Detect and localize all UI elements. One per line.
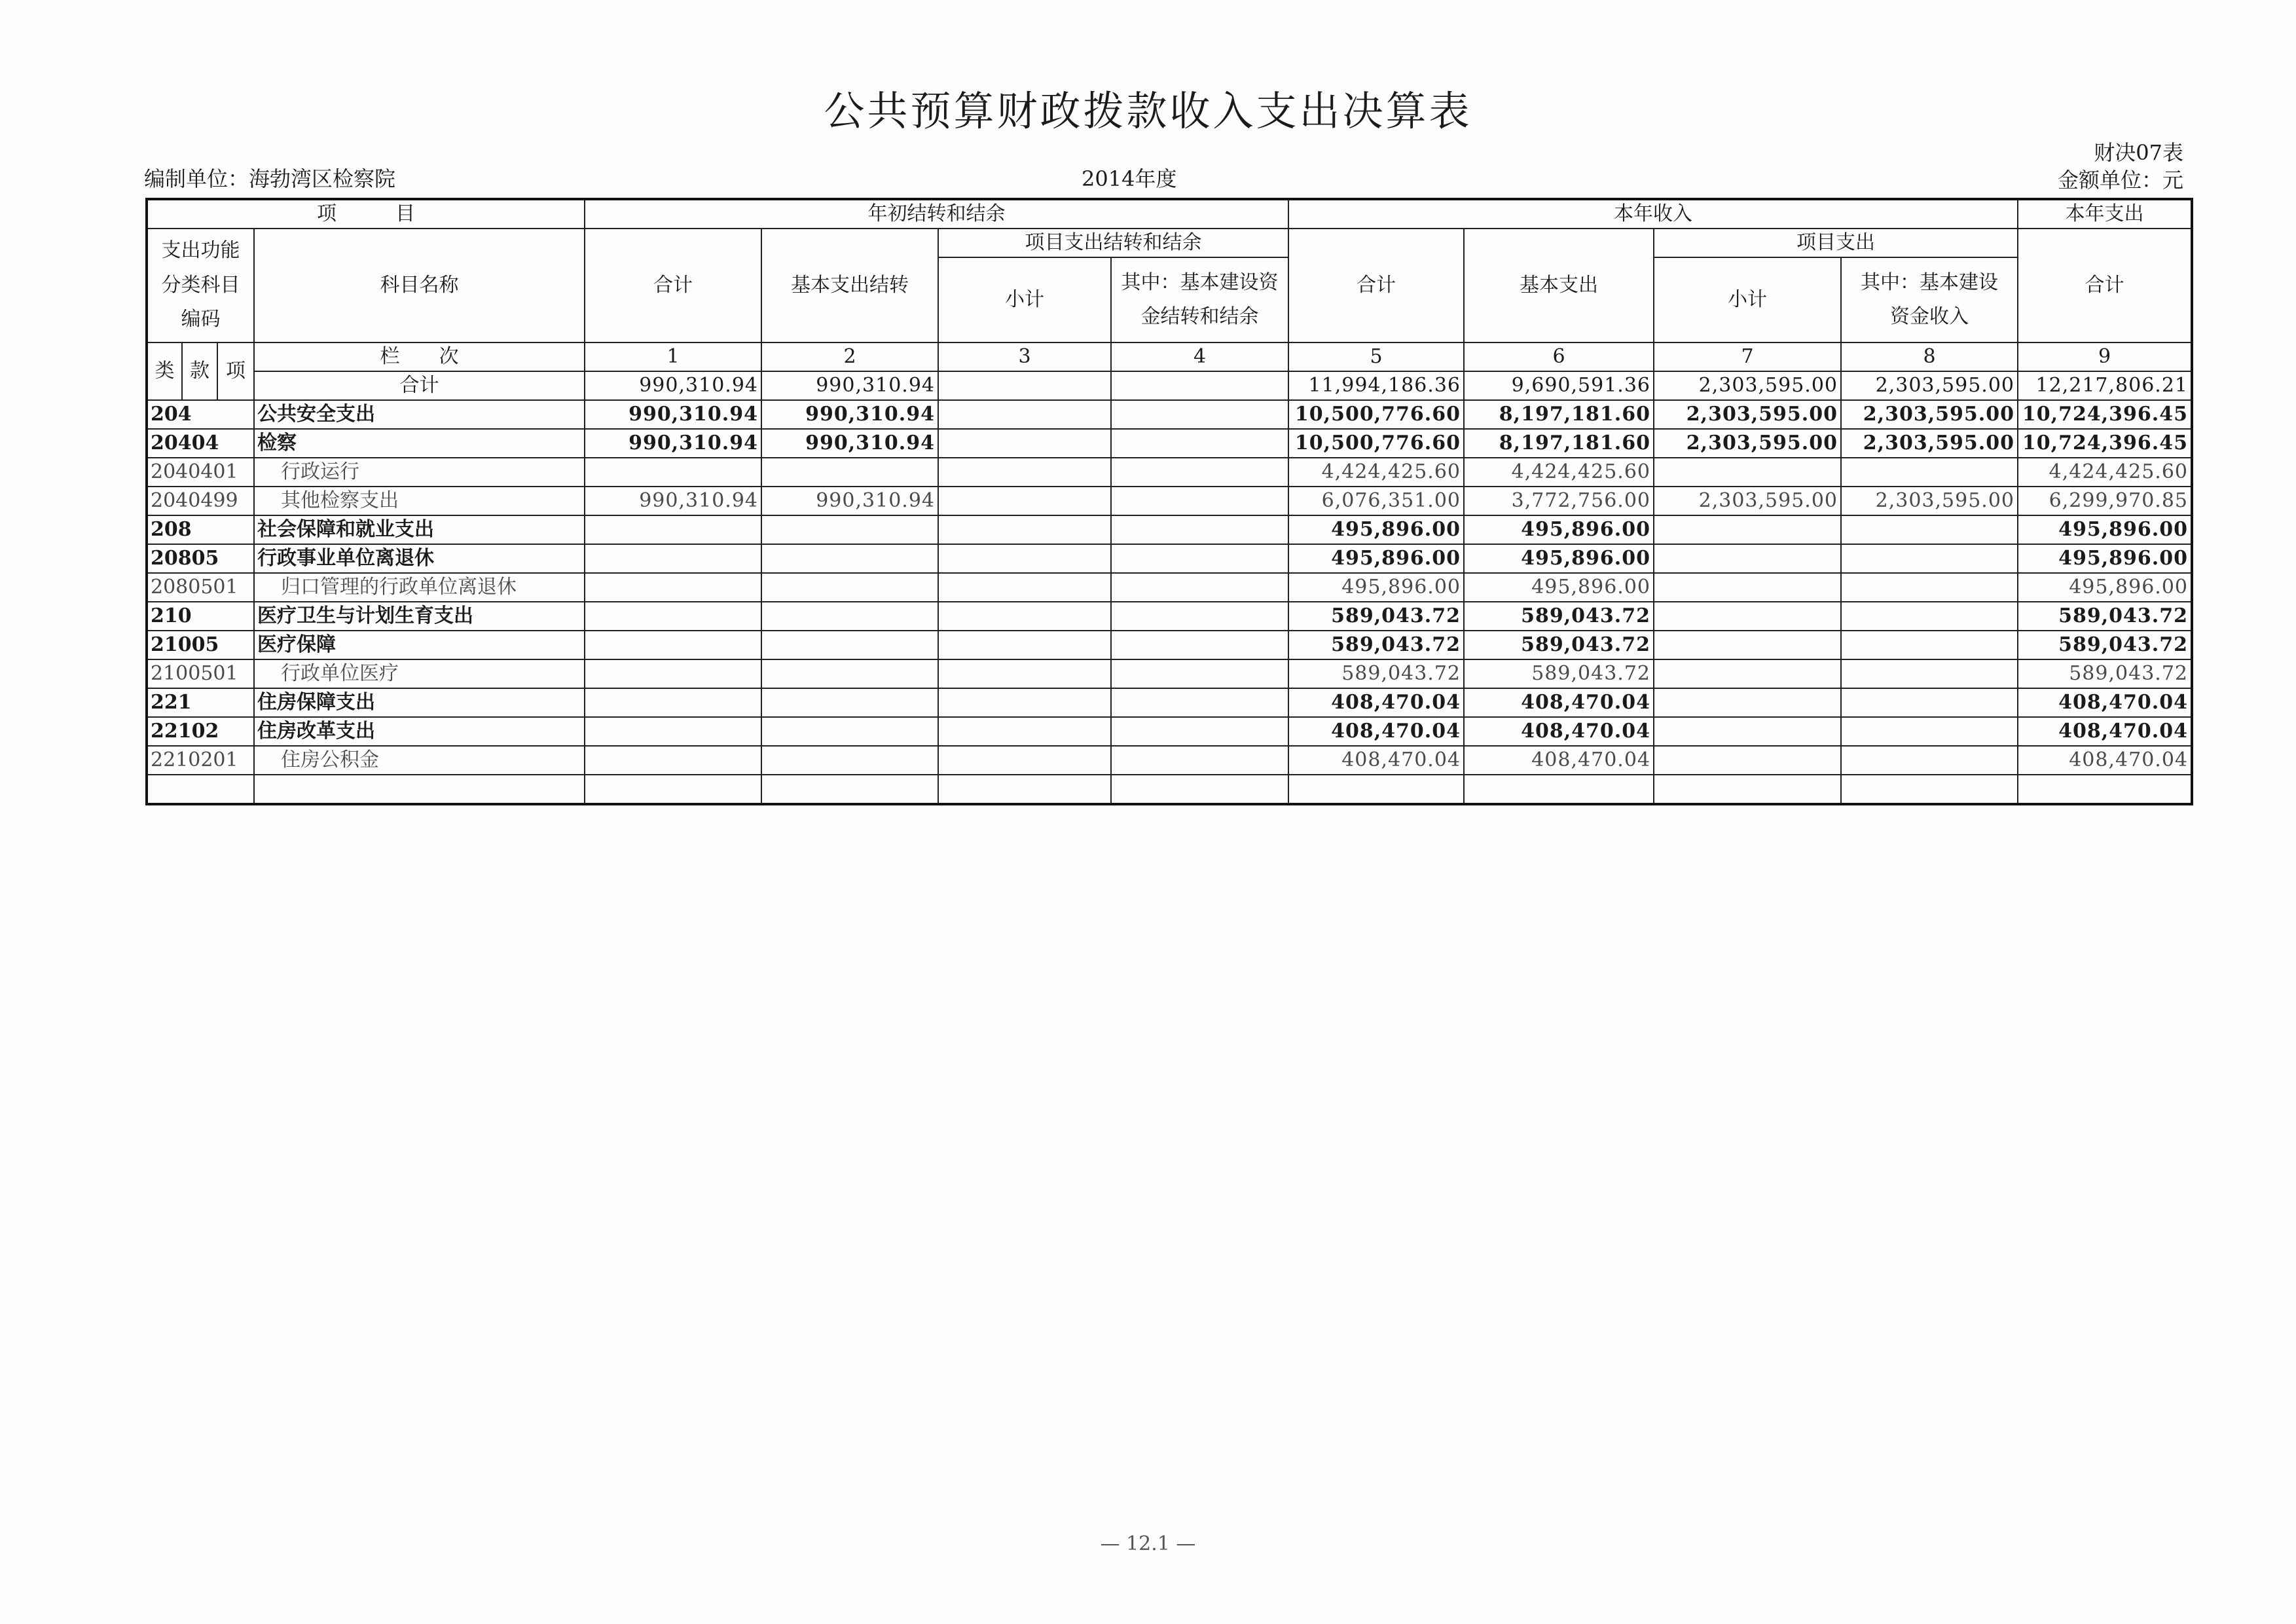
table-row [147,602,2192,631]
value-col-6: 495,896.00 [1464,544,1654,573]
value-col-4 [1111,400,1288,429]
value-col-3 [938,400,1111,429]
value-col-1: 990,310.94 [585,487,761,515]
value-col-4 [1111,487,1288,515]
value-col-6: 4,424,425.60 [1464,458,1654,487]
value-col-5: 589,043.72 [1288,659,1464,688]
value-col-3 [938,775,1111,804]
value-col-2: 990,310.94 [761,487,938,515]
budget-table [145,198,2193,805]
value-col-3 [938,515,1111,544]
value-col-5: 495,896.00 [1288,515,1464,544]
value-col-4 [1111,371,1288,400]
header-opening-balance: 年初结转和结余 [585,199,1288,229]
row-code: 208 [147,515,254,544]
row-code: 210 [147,602,254,631]
header-capital-income: 其中：基本建设资金收入 [1841,257,2018,342]
value-col-8 [1841,688,2018,717]
value-col-3 [938,458,1111,487]
value-col-2 [761,544,938,573]
value-col-1 [585,573,761,602]
value-col-8 [1841,544,2018,573]
value-col-8: 2,303,595.00 [1841,371,2018,400]
table-row [147,775,2192,804]
value-col-2: 990,310.94 [761,400,938,429]
row-code: 20404 [147,429,254,458]
column-number: 7 [1654,342,1841,371]
row-code: 2210201 [147,746,254,775]
value-col-3 [938,429,1111,458]
value-col-6: 589,043.72 [1464,659,1654,688]
header-basic-expense: 基本支出 [1464,229,1654,342]
row-code [147,775,254,804]
table-row [147,544,2192,573]
value-col-8: 2,303,595.00 [1841,429,2018,458]
column-number: 4 [1111,342,1288,371]
value-col-6: 9,690,591.36 [1464,371,1654,400]
value-col-7: 2,303,595.00 [1654,371,1841,400]
table-row [147,400,2192,429]
value-col-2 [761,602,938,631]
value-col-2 [761,746,938,775]
row-name: 社会保障和就业支出 [254,515,585,544]
fiscal-year: 2014年度 [1082,166,1177,191]
row-name: 合计 [254,371,585,400]
compiling-unit: 编制单位：海勃湾区检察院 [144,166,396,191]
value-col-3 [938,602,1111,631]
row-name: 医疗保障 [254,631,585,659]
value-col-2 [761,458,938,487]
value-col-9: 10,724,396.45 [2018,429,2192,458]
header-project-expense: 项目支出 [1654,229,2018,257]
amount-unit: 金额单位：元 [2057,168,2183,193]
row-name: 其他检察支出 [254,487,585,515]
row-name: 医疗卫生与计划生育支出 [254,602,585,631]
header-subject-name: 科目名称 [254,229,585,342]
row-name: 检察 [254,429,585,458]
header-carry-subtotal: 小计 [938,257,1111,342]
header-income-total: 合计 [1288,229,1464,342]
row-code: 2040401 [147,458,254,487]
form-code: 财决07表 [2094,140,2183,165]
value-col-6: 495,896.00 [1464,515,1654,544]
value-col-5: 4,424,425.60 [1288,458,1464,487]
value-col-4 [1111,573,1288,602]
value-col-2 [761,688,938,717]
value-col-8: 2,303,595.00 [1841,400,2018,429]
value-col-6 [1464,775,1654,804]
value-col-7 [1654,659,1841,688]
value-col-6: 8,197,181.60 [1464,429,1654,458]
value-col-8 [1841,573,2018,602]
table-row [147,515,2192,544]
page-number: — 12.1 — [1100,1532,1196,1555]
value-col-2: 990,310.94 [761,429,938,458]
value-col-9: 495,896.00 [2018,573,2192,602]
value-col-3 [938,573,1111,602]
value-col-7 [1654,688,1841,717]
value-col-9: 589,043.72 [2018,659,2192,688]
value-col-3 [938,487,1111,515]
row-name: 公共安全支出 [254,400,585,429]
value-col-2 [761,717,938,746]
value-col-6: 3,772,756.00 [1464,487,1654,515]
value-col-2 [761,515,938,544]
table-row [147,746,2192,775]
value-col-2: 990,310.94 [761,371,938,400]
header-current-expense: 本年支出 [2018,199,2192,229]
value-col-7 [1654,717,1841,746]
value-col-3 [938,746,1111,775]
value-col-5: 408,470.04 [1288,717,1464,746]
value-col-7 [1654,515,1841,544]
value-col-2 [761,573,938,602]
table-row [147,429,2192,458]
value-col-1 [585,544,761,573]
value-col-7: 2,303,595.00 [1654,400,1841,429]
header-entry: 项 [217,342,254,400]
value-col-3 [938,688,1111,717]
table-row [147,487,2192,515]
header-row-2 [147,229,2192,257]
value-col-4 [1111,544,1288,573]
value-col-1: 990,310.94 [585,400,761,429]
value-col-9: 408,470.04 [2018,746,2192,775]
value-col-6: 589,043.72 [1464,631,1654,659]
column-number: 1 [585,342,761,371]
value-col-4 [1111,429,1288,458]
value-col-6: 495,896.00 [1464,573,1654,602]
table-row [147,573,2192,602]
value-col-1 [585,515,761,544]
row-code: 21005 [147,631,254,659]
header-row-colnums [147,342,2192,371]
value-col-9: 408,470.04 [2018,688,2192,717]
value-col-6: 408,470.04 [1464,688,1654,717]
value-col-5: 408,470.04 [1288,746,1464,775]
value-col-2 [761,631,938,659]
table-row [147,688,2192,717]
column-number: 3 [938,342,1111,371]
value-col-4 [1111,602,1288,631]
value-col-1 [585,775,761,804]
value-col-4 [1111,659,1288,688]
column-number: 9 [2018,342,2192,371]
header-basic-carry: 基本支出结转 [761,229,938,342]
value-col-1 [585,631,761,659]
value-col-9: 12,217,806.21 [2018,371,2192,400]
value-col-4 [1111,688,1288,717]
value-col-9: 589,043.72 [2018,602,2192,631]
value-col-5: 11,994,186.36 [1288,371,1464,400]
column-number: 5 [1288,342,1464,371]
value-col-8 [1841,602,2018,631]
row-code: 20805 [147,544,254,573]
value-col-2 [761,775,938,804]
value-col-5: 6,076,351.00 [1288,487,1464,515]
value-col-3 [938,544,1111,573]
header-function-code: 支出功能分类科目编码 [147,229,254,342]
value-col-5 [1288,775,1464,804]
row-name: 住房公积金 [254,746,585,775]
value-col-8 [1841,458,2018,487]
total-row [147,371,2192,400]
value-col-5: 589,043.72 [1288,631,1464,659]
header-category: 类 [147,342,182,400]
value-col-4 [1111,515,1288,544]
value-col-5: 10,500,776.60 [1288,429,1464,458]
value-col-6: 408,470.04 [1464,717,1654,746]
value-col-7 [1654,631,1841,659]
value-col-5: 408,470.04 [1288,688,1464,717]
value-col-3 [938,631,1111,659]
value-col-8 [1841,717,2018,746]
header-row-1 [147,199,2192,229]
header-item: 项 目 [147,199,585,229]
value-col-8 [1841,775,2018,804]
value-col-7: 2,303,595.00 [1654,429,1841,458]
value-col-3 [938,659,1111,688]
value-col-7 [1654,458,1841,487]
row-name: 归口管理的行政单位离退休 [254,573,585,602]
value-col-1: 990,310.94 [585,371,761,400]
value-col-7 [1654,544,1841,573]
value-col-9: 589,043.72 [2018,631,2192,659]
value-col-8 [1841,631,2018,659]
header-project-subtotal: 小计 [1654,257,1841,342]
value-col-9: 4,424,425.60 [2018,458,2192,487]
value-col-1 [585,746,761,775]
value-col-7 [1654,573,1841,602]
value-col-2 [761,659,938,688]
table-row [147,631,2192,659]
header-column-no: 栏 次 [254,342,585,371]
row-code: 204 [147,400,254,429]
value-col-5: 589,043.72 [1288,602,1464,631]
value-col-5: 495,896.00 [1288,573,1464,602]
value-col-6: 589,043.72 [1464,602,1654,631]
header-opening-total: 合计 [585,229,761,342]
value-col-1 [585,688,761,717]
value-col-4 [1111,717,1288,746]
row-code: 221 [147,688,254,717]
column-number: 8 [1841,342,2018,371]
header-section: 款 [182,342,217,400]
value-col-3 [938,371,1111,400]
header-capital-carry: 其中：基本建设资金结转和结余 [1111,257,1288,342]
row-name: 行政事业单位离退休 [254,544,585,573]
column-number: 2 [761,342,938,371]
value-col-8 [1841,659,2018,688]
value-col-7 [1654,602,1841,631]
value-col-4 [1111,746,1288,775]
value-col-4 [1111,775,1288,804]
header-project-carry: 项目支出结转和结余 [938,229,1288,257]
value-col-5: 10,500,776.60 [1288,400,1464,429]
value-col-4 [1111,631,1288,659]
value-col-1 [585,602,761,631]
column-number: 6 [1464,342,1654,371]
value-col-9: 495,896.00 [2018,544,2192,573]
value-col-6: 408,470.04 [1464,746,1654,775]
value-col-1: 990,310.94 [585,429,761,458]
table-row [147,659,2192,688]
value-col-7 [1654,746,1841,775]
value-col-6: 8,197,181.60 [1464,400,1654,429]
value-col-1 [585,458,761,487]
value-col-3 [938,717,1111,746]
value-col-5: 495,896.00 [1288,544,1464,573]
value-col-9: 10,724,396.45 [2018,400,2192,429]
row-code: 2080501 [147,573,254,602]
header-current-income: 本年收入 [1288,199,2018,229]
value-col-4 [1111,458,1288,487]
value-col-9: 6,299,970.85 [2018,487,2192,515]
value-col-7: 2,303,595.00 [1654,487,1841,515]
row-code: 2040499 [147,487,254,515]
row-name: 行政运行 [254,458,585,487]
header-expense-total: 合计 [2018,229,2192,342]
value-col-8 [1841,515,2018,544]
value-col-1 [585,717,761,746]
value-col-9: 408,470.04 [2018,717,2192,746]
table-row [147,717,2192,746]
row-code: 2100501 [147,659,254,688]
row-code: 22102 [147,717,254,746]
value-col-8 [1841,746,2018,775]
value-col-8: 2,303,595.00 [1841,487,2018,515]
document-title: 公共预算财政拨款收入支出决算表 [824,87,1472,135]
table-row [147,458,2192,487]
value-col-1 [585,659,761,688]
value-col-7 [1654,775,1841,804]
row-name: 住房保障支出 [254,688,585,717]
row-name [254,775,585,804]
row-name: 住房改革支出 [254,717,585,746]
row-name: 行政单位医疗 [254,659,585,688]
value-col-9 [2018,775,2192,804]
value-col-9: 495,896.00 [2018,515,2192,544]
